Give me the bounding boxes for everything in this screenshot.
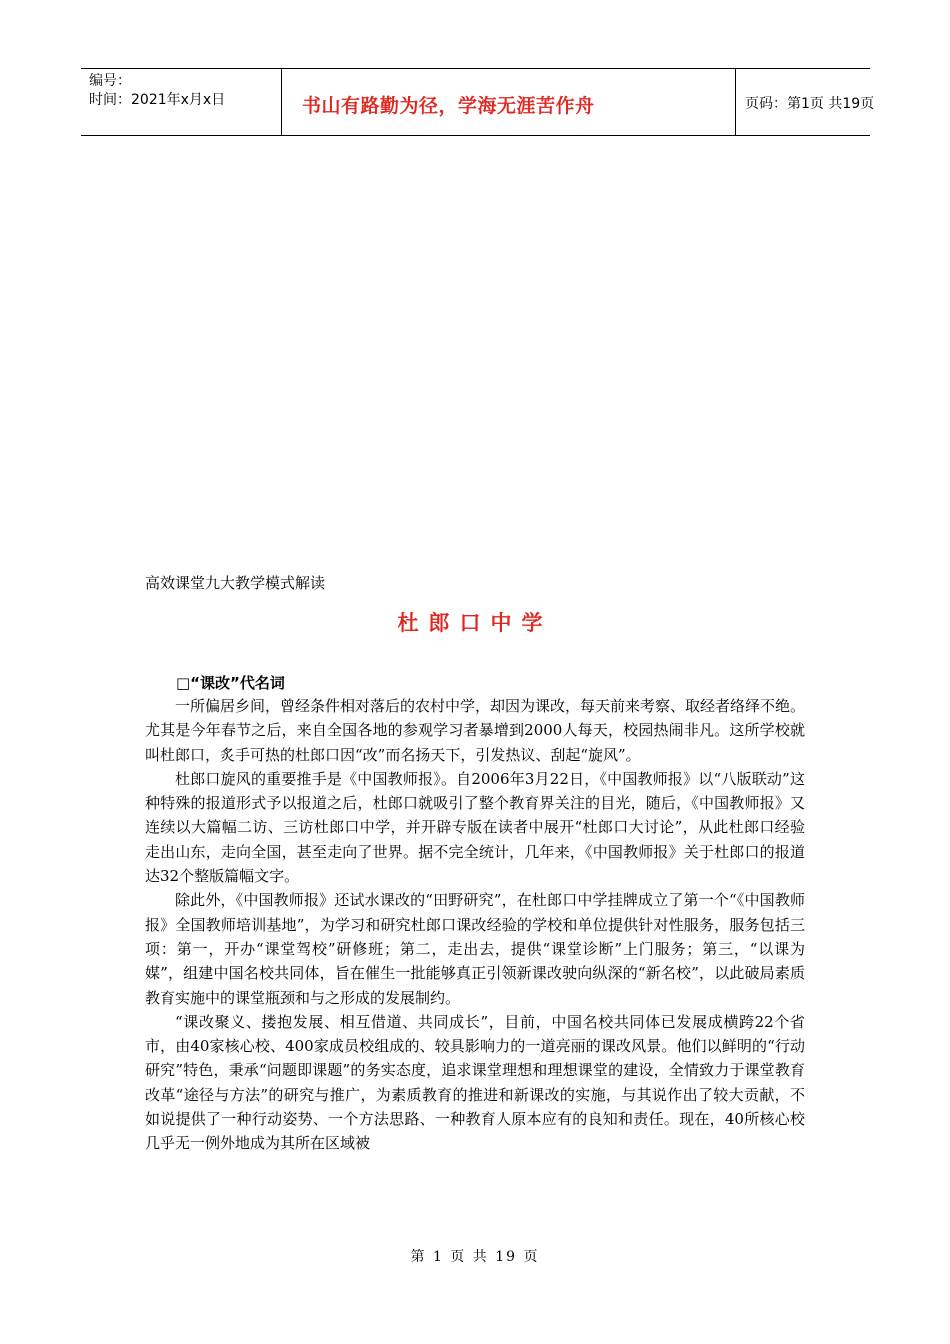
paragraph: 一所偏居乡间，曾经条件相对落后的农村中学，却因为课改，每天前来考察、取经者络绎不绝。尤其是今年春节之后，来自全国各地的参观学习者暴增到2000人每天，校园热闹非凡。这所学校就叫杜郎口，炙手可热的杜郎口因“改”而名扬天下，引发热议、刮起“旋风”。 [145,697,806,764]
document-subtitle: 高效课堂九大教学模式解读 [145,574,326,592]
number-label: 编号： [89,73,131,89]
page-footer: 第 1 页 共 19 页 [410,1249,540,1265]
section-heading: □“课改”代名词 [176,674,285,692]
motto: 书山有路勤为径，学海无涯苦作舟 [302,95,595,117]
school-title: 杜郎口中学 [397,611,553,635]
header-meta [81,69,281,135]
header-table [81,68,875,136]
header-motto-cell [281,69,736,135]
body-text [145,694,805,1156]
time-label: 时间：2021年x月x日 [89,92,226,108]
paragraph: 杜郎口旋风的重要推手是《中国教师报》。自2006年3月22日，《中国教师报》以“八版联动”这种特殊的报道形式予以报道之后，杜郎口就吸引了整个教育界关注的目光，随后，《中国教师报》又连续以大篇幅二访、三访杜郎口中学，并开辟专版在读者中展开“杜郎口大讨论”，从此杜郎口经验走出山东，走向全国，甚至走向了世界。据不完全统计，几年来，《中国教师报》关于杜郎口的报道达32个整版篇幅文字。 [145,769,805,886]
paragraph: 除此外，《中国教师报》还试水课改的“田野研究”，在杜郎口中学挂牌成立了第一个“《中国教师报》全国教师培训基地”，为学习和研究杜郎口课改经验的学校和单位提供针对性服务，服务包括三项：第一，开办“课堂驾校”研修班；第二，走出去，提供“课堂诊断”上门服务；第三，“以课为媒”，组建中国名校共同体，旨在催生一批能够真正引领新课改驶向纵深的“新名校”，以此破局素质教育实施中的课堂瓶颈和与之形成的发展制约。 [145,891,805,1007]
page-info: 页码：第1页 共19页 [745,96,875,112]
paragraph: “课改聚义、搂抱发展、相互借道、共同成长”，目前，中国名校共同体已发展成横跨22个省市，由40家核心校、400家成员校组成的、较具影响力的一道亮丽的课改风景。他们以鲜明的“行动研究”特色，秉承“问题即课题”的务实态度，追求课堂理想和理想课堂的建设，全情致力于课堂教育改革“途径与方法”的研究与推广，为素质教育的推进和新课改的实施，与其说作出了较大贡献，不如说提供了一种行动姿势、一个方法思路、一种教育人原本应有的良知和责任。现在，40所核心校几乎无一例外地成为其所在区域被 [145,1012,805,1153]
